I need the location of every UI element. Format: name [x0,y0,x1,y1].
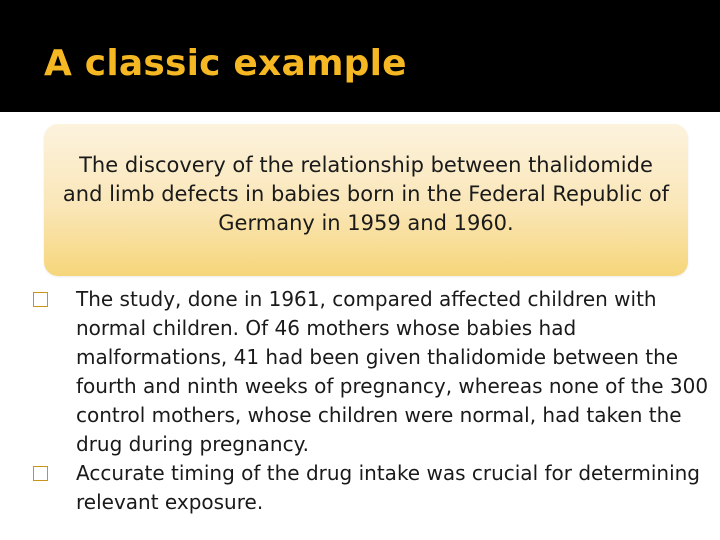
bullet-text: Accurate timing of the drug intake was crucial for determining relevant exposure. [76,461,700,514]
bullet-item [30,459,710,517]
box-bullet-icon [33,466,48,481]
highlight-callout [44,124,688,276]
bullet-text: The study, done in 1961, compared affected children with normal children. Of 46 mothers whose babies had malformations, 41 had been given thalidomide between the fourth and ninth weeks of pregnancy, whereas none of the 300 control mothers, whose children were normal, had taken the drug during pregnancy. [76,287,709,456]
title-bar [0,0,720,112]
highlight-text: The discovery of the relationship between thalidomide and limb defects in babies born in the Federal Republic of Germany in 1959 and 1960. [62,153,670,235]
box-bullet-icon [33,292,48,307]
bullet-item [30,285,710,459]
bullet-list [30,285,710,517]
slide-title: A classic example [44,43,407,84]
